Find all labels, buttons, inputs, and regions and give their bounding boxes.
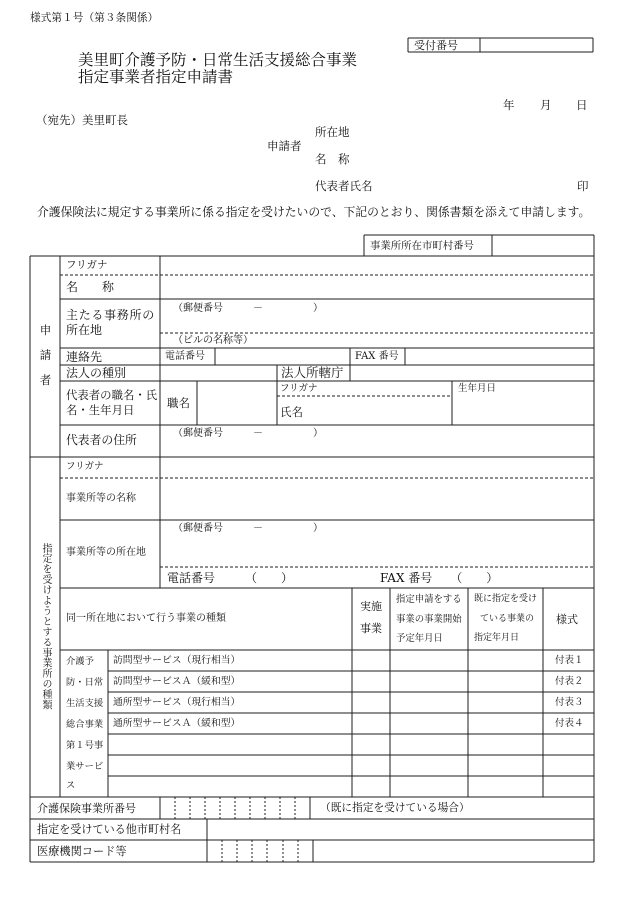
representative-furigana-label: フリガナ	[280, 382, 318, 394]
corporation-type-label: 法人の種別	[66, 366, 127, 380]
insurance-provider-number-note: （既に指定を受けている場合）	[320, 801, 470, 814]
representative-name-label: 氏名	[280, 404, 303, 419]
service-row-form: 付表２	[555, 675, 584, 687]
service-row-name: 訪問型サービス（現行相当）	[113, 654, 241, 666]
header-planned-start-line3: 予定年月日	[396, 632, 443, 644]
applicant-furigana-label: フリガナ	[66, 259, 108, 271]
service-row-name: 訪問型サービスＡ（緩和型）	[113, 675, 241, 687]
document-subtitle: 指定事業者指定申請書	[78, 67, 234, 86]
service-row-form: 付表１	[555, 654, 584, 666]
signature-applicant-label: 申請者	[267, 138, 302, 153]
form-code: 様式第１号（第３条関係）	[30, 11, 159, 24]
applicant-section-label: 申請者	[38, 324, 53, 399]
facility-address-label: 事業所等の所在地	[66, 546, 146, 558]
signature-name-label: 名 称	[315, 152, 350, 166]
seal-mark: 印	[577, 179, 589, 193]
service-category: 防・日常	[66, 677, 104, 689]
job-title-label: 職名	[167, 396, 190, 410]
facility-furigana-label: フリガナ	[66, 460, 104, 472]
facility-postal-code: （郵便番号 － ）	[173, 522, 323, 534]
date-year: 年	[503, 97, 515, 112]
service-category: 業サービ	[66, 761, 104, 773]
addressee: （宛先）美里町長	[36, 112, 128, 127]
representative-label: 代表者の職名・氏	[66, 388, 158, 402]
representative-address-label: 代表者の住所	[66, 432, 137, 447]
service-category: 生活支援	[66, 698, 104, 710]
representative-label-line2: 名・生年月日	[66, 403, 135, 417]
document-title: 美里町介護予防・日常生活支援総合事業	[78, 51, 358, 69]
service-category: 介護予	[66, 656, 94, 668]
corporation-authority-label: 法人所轄庁	[281, 365, 344, 380]
header-service-type: 同一所在地において行う事業の種類	[66, 613, 226, 624]
signature-address-label: 所在地	[315, 125, 350, 139]
contact-fax-label: FAX 番号	[355, 350, 399, 362]
representative-postal-code: （郵便番号 － ）	[173, 427, 323, 439]
date-day: 日	[576, 97, 588, 112]
header-planned-start-line2: 事業の事業開始	[396, 613, 462, 625]
header-designated-date: 既に指定を受け	[474, 593, 538, 604]
facility-fax-label: FAX 番号 （ ）	[380, 571, 499, 585]
applicant-name-label: 名 称	[66, 280, 115, 294]
office-address-label: 主たる事務所の	[66, 308, 155, 322]
header-form: 様式	[556, 613, 578, 626]
service-category: ス	[66, 780, 76, 792]
other-municipality-label: 指定を受けている他市町村名	[37, 823, 182, 836]
header-implemented: 実施	[360, 600, 382, 613]
facility-phone-label: 電話番号 （ ）	[167, 571, 294, 585]
insurance-provider-number-label: 介護保険事業所番号	[37, 801, 136, 815]
facility-name-label: 事業所等の名称	[66, 492, 136, 504]
header-implemented-line2: 事業	[360, 622, 382, 635]
service-category: 総合事業	[66, 719, 104, 731]
service-row-form: 付表３	[555, 696, 584, 708]
office-postal-code: （郵便番号 － ）	[173, 302, 323, 314]
contact-label: 連絡先	[66, 349, 103, 364]
application-statement: 介護保険法に規定する事業所に係る指定を受けたいので、下記のとおり、関係書類を添えて申請します。	[37, 205, 591, 219]
birth-date-label: 生年月日	[458, 382, 497, 394]
header-designated-date-line2: ている事業の	[480, 613, 535, 624]
service-row-name: 通所型サービス（現行相当）	[113, 696, 241, 708]
service-row-form: 付表４	[555, 717, 584, 729]
service-category: 第１号事	[66, 740, 104, 752]
office-address-label-line2: 所在地	[66, 323, 103, 337]
service-row-name: 通所型サービスＡ（緩和型）	[113, 717, 241, 729]
date-month: 月	[540, 97, 552, 112]
header-planned-start: 指定申請をする	[396, 593, 462, 605]
receipt-number-label: 受付番号	[414, 39, 458, 52]
facility-section-label: 指定を受けようとする事業所の種類	[40, 543, 51, 711]
contact-phone-label: 電話番号	[165, 350, 205, 362]
signature-representative-label: 代表者氏名	[315, 179, 373, 193]
medical-institution-code-label: 医療機関コード等	[37, 844, 127, 858]
municipality-number-label: 事業所所在市町村番号	[370, 239, 474, 252]
header-designated-date-line3: 指定年月日	[474, 632, 520, 643]
office-building-name: （ビルの名称等）	[173, 335, 253, 346]
